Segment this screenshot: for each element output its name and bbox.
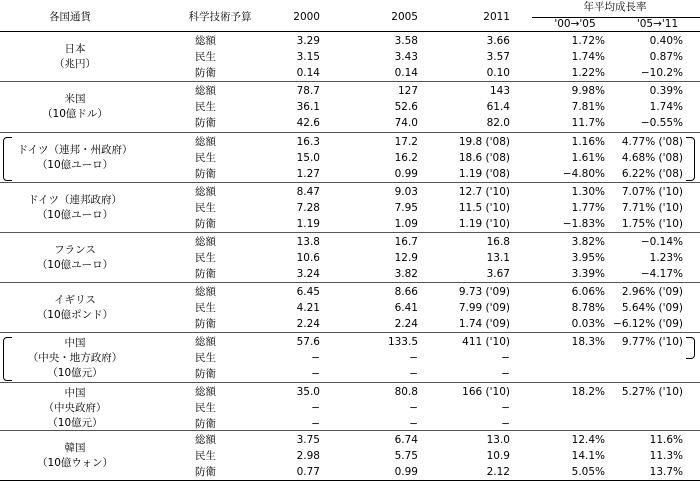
header-budget: 科学技術予算 <box>188 11 252 23</box>
budget-type-label: 総額 <box>195 386 216 398</box>
value-v2011: 7.99 ('09) <box>458 302 510 314</box>
value-g2: 7.71% ('10) <box>621 202 683 214</box>
value-v2000: 2.98 <box>296 450 320 462</box>
budget-type-label: 総額 <box>195 85 216 97</box>
budget-type-label: 防衛 <box>195 318 216 330</box>
value-v2000: 36.1 <box>296 101 320 113</box>
country-name-line: ドイツ（連邦・州政府） <box>17 144 133 156</box>
value-v2011: 13.0 <box>486 434 510 446</box>
country-name-line: （10億元） <box>47 366 103 379</box>
country-name-line: （10億元） <box>47 416 103 429</box>
value-v2000: 0.14 <box>296 67 320 79</box>
budget-type-label: 民生 <box>195 51 216 63</box>
value-v2005: 16.7 <box>394 236 418 248</box>
budget-type-label: 民生 <box>195 252 216 264</box>
value-v2000: 4.21 <box>296 302 320 314</box>
value-v2000: 3.15 <box>296 51 320 63</box>
value-g2: −4.17% <box>640 268 683 280</box>
budget-type-label: 民生 <box>195 450 216 462</box>
value-v2000: 3.24 <box>296 268 320 280</box>
header-2011: 2011 <box>483 11 510 23</box>
value-g1: 3.39% <box>571 268 605 280</box>
header-growth-00-05: '00→'05 <box>554 18 596 30</box>
value-v2000: 3.29 <box>296 35 320 47</box>
value-v2000: − <box>311 368 320 380</box>
value-v2011: 3.57 <box>486 51 510 63</box>
value-v2011: 3.67 <box>486 268 510 280</box>
value-v2005: 133.5 <box>387 336 418 348</box>
value-g2: 7.07% ('10) <box>621 186 683 198</box>
group-divider <box>0 81 700 82</box>
value-g2: 1.75% ('10) <box>621 218 683 230</box>
bracket-germany-left <box>3 137 12 181</box>
value-v2000: 1.27 <box>296 168 320 180</box>
country-name-line: （兆円） <box>54 58 96 70</box>
value-v2005: 127 <box>397 85 418 97</box>
value-v2005: − <box>409 418 418 430</box>
value-v2005: 7.95 <box>394 202 418 214</box>
budget-type-label: 防衛 <box>195 466 216 478</box>
value-v2011: 10.9 <box>486 450 510 462</box>
value-g1: 1.22% <box>571 67 605 79</box>
budget-type-label: 民生 <box>195 302 216 314</box>
budget-type-label: 総額 <box>195 136 216 148</box>
value-g1: −1.83% <box>562 218 605 230</box>
country-name-line: ドイツ（連邦政府） <box>28 194 122 206</box>
group-divider <box>0 382 700 383</box>
value-v2000: 6.45 <box>296 286 320 298</box>
budget-type-label: 防衛 <box>195 117 216 129</box>
group-divider <box>0 332 700 333</box>
value-g2: 13.7% <box>649 466 683 478</box>
value-g1: 5.05% <box>571 466 605 478</box>
value-v2011: 166 ('10) <box>462 386 510 398</box>
value-g2: 6.22% ('08) <box>621 168 683 180</box>
group-divider <box>0 132 700 133</box>
country-name-line: （中央・地方政府） <box>27 351 123 364</box>
budget-type-label: 防衛 <box>195 67 216 79</box>
value-g2: 0.39% <box>649 85 683 97</box>
value-g2: 0.87% <box>649 51 683 63</box>
country-name-line: （10億ウォン） <box>37 457 113 469</box>
value-v2011: 82.0 <box>486 117 510 129</box>
country-name-line: 中国 <box>64 336 86 349</box>
value-g2: 4.68% ('08) <box>621 152 683 164</box>
value-v2011: 12.7 ('10) <box>458 186 510 198</box>
value-v2011: 1.19 ('08) <box>458 168 510 180</box>
value-g1: 1.16% <box>571 136 605 148</box>
value-g2: −0.14% <box>640 236 683 248</box>
value-v2005: 8.66 <box>394 286 418 298</box>
value-g2: 4.77% ('08) <box>621 136 683 148</box>
value-v2011: 143 <box>489 85 510 97</box>
budget-type-label: 総額 <box>195 236 216 248</box>
value-v2011: 3.66 <box>486 35 510 47</box>
country-name-line: 中国 <box>64 386 86 399</box>
value-v2000: 8.47 <box>296 186 320 198</box>
value-v2011: 1.74 ('09) <box>458 318 510 330</box>
value-g2: 1.23% <box>649 252 683 264</box>
value-g1: 3.95% <box>571 252 605 264</box>
value-v2005: 3.58 <box>394 35 418 47</box>
value-v2005: 52.6 <box>394 101 418 113</box>
value-v2000: 78.7 <box>296 85 320 97</box>
value-g1: 1.30% <box>571 186 605 198</box>
value-v2000: 13.8 <box>296 236 320 248</box>
budget-type-label: 総額 <box>195 336 216 348</box>
value-g1: 18.2% <box>571 386 605 398</box>
header-rule <box>0 31 700 32</box>
value-v2000: 3.75 <box>296 434 320 446</box>
value-v2011: 0.10 <box>486 67 510 79</box>
value-v2011: 2.12 <box>486 466 510 478</box>
budget-type-label: 総額 <box>195 35 216 47</box>
value-g2: 9.77% ('10) <box>621 336 683 348</box>
value-v2005: 12.9 <box>394 252 418 264</box>
value-g1: 9.98% <box>571 85 605 97</box>
value-g1: 1.72% <box>571 35 605 47</box>
budget-type-label: 民生 <box>195 402 216 414</box>
header-growth-05-11: '05→'11 <box>636 18 679 30</box>
value-v2000: 0.77 <box>296 466 320 478</box>
value-g1: 6.06% <box>571 286 605 298</box>
value-v2005: 6.41 <box>394 302 418 314</box>
budget-type-label: 防衛 <box>195 418 216 430</box>
value-v2011: 16.8 <box>486 236 510 248</box>
value-g2: −6.12% ('09) <box>613 318 683 330</box>
country-name-line: （中央政府） <box>43 401 107 414</box>
value-v2000: 1.19 <box>296 218 320 230</box>
header-country: 各国通貨 <box>49 11 91 23</box>
bracket-china-left <box>3 337 12 381</box>
value-g1: 1.74% <box>571 51 605 63</box>
value-v2005: 3.82 <box>394 268 418 280</box>
value-v2000: 42.6 <box>296 117 320 129</box>
value-g2: 11.6% <box>649 434 683 446</box>
value-v2011: 9.73 ('09) <box>458 286 510 298</box>
value-v2000: 7.28 <box>296 202 320 214</box>
value-v2005: 17.2 <box>394 136 418 148</box>
value-v2005: 1.09 <box>394 218 418 230</box>
value-g1: 18.3% <box>571 336 605 348</box>
value-v2011: − <box>501 402 510 414</box>
value-g1: 8.78% <box>571 302 605 314</box>
value-v2000: − <box>311 402 320 414</box>
budget-type-label: 民生 <box>195 152 216 164</box>
value-v2005: − <box>409 352 418 364</box>
value-g2: 0.40% <box>649 35 683 47</box>
group-divider <box>0 232 700 233</box>
budget-type-label: 総額 <box>195 186 216 198</box>
value-v2011: 19.8 ('08) <box>458 136 510 148</box>
value-g2: 2.96% ('09) <box>621 286 683 298</box>
budget-type-label: 総額 <box>195 434 216 446</box>
country-name-line: イギリス <box>54 294 96 306</box>
value-v2005: 5.75 <box>394 450 418 462</box>
value-g2: 11.3% <box>649 450 683 462</box>
value-v2005: 9.03 <box>394 186 418 198</box>
value-v2005: 6.74 <box>394 434 418 446</box>
value-v2011: 18.6 ('08) <box>458 152 510 164</box>
budget-type-label: 防衛 <box>195 268 216 280</box>
country-name-line: （10億ユーロ） <box>36 259 114 271</box>
value-g2: −10.2% <box>640 67 683 79</box>
budget-type-label: 民生 <box>195 352 216 364</box>
value-v2011: 61.4 <box>486 101 510 113</box>
value-v2005: 0.99 <box>394 168 418 180</box>
header-2000: 2000 <box>293 11 320 23</box>
value-v2000: 57.6 <box>296 336 320 348</box>
value-v2005: − <box>409 402 418 414</box>
group-divider <box>0 430 700 431</box>
value-v2011: 411 ('10) <box>462 336 510 348</box>
value-v2011: − <box>501 352 510 364</box>
budget-type-label: 防衛 <box>195 368 216 380</box>
value-g1: −4.80% <box>562 168 605 180</box>
country-name-line: 韓国 <box>64 442 86 454</box>
value-v2005: 0.99 <box>394 466 418 478</box>
value-v2000: 35.0 <box>296 386 320 398</box>
country-name-line: 日本 <box>64 43 86 55</box>
header-growth: 年平均成長率 <box>583 1 647 13</box>
value-v2005: 80.8 <box>394 386 418 398</box>
value-g1: 11.7% <box>571 117 605 129</box>
bracket-china-right <box>686 337 695 359</box>
value-g1: 14.1% <box>571 450 605 462</box>
value-g1: 0.03% <box>571 318 605 330</box>
value-v2000: 16.3 <box>296 136 320 148</box>
country-name-line: 米国 <box>64 93 86 105</box>
value-v2000: 10.6 <box>296 252 320 264</box>
value-v2000: 2.24 <box>296 318 320 330</box>
budget-type-label: 民生 <box>195 101 216 113</box>
budget-type-label: 防衛 <box>195 168 216 180</box>
value-v2011: − <box>501 368 510 380</box>
value-g1: 7.81% <box>571 101 605 113</box>
value-g2: 5.64% ('09) <box>621 302 683 314</box>
value-v2005: 16.2 <box>394 152 418 164</box>
value-v2005: 3.43 <box>394 51 418 63</box>
value-v2000: − <box>311 418 320 430</box>
value-v2011: − <box>501 418 510 430</box>
group-divider <box>0 282 700 283</box>
country-name-line: （10億ドル） <box>42 108 108 120</box>
value-g1: 1.77% <box>571 202 605 214</box>
budget-type-label: 総額 <box>195 286 216 298</box>
country-name-line: フランス <box>54 244 96 256</box>
value-v2005: − <box>409 368 418 380</box>
country-name-line: （10億ユーロ） <box>36 209 114 221</box>
value-v2011: 11.5 ('10) <box>458 202 510 214</box>
value-v2011: 1.19 ('10) <box>458 218 510 230</box>
value-v2000: 15.0 <box>296 152 320 164</box>
country-name-line: （10億ポンド） <box>36 309 114 321</box>
value-g1: 12.4% <box>571 434 605 446</box>
value-g1: 1.61% <box>571 152 605 164</box>
value-v2011: 13.1 <box>486 252 510 264</box>
growth-subheader-rule <box>532 17 700 18</box>
value-v2000: − <box>311 352 320 364</box>
value-v2005: 74.0 <box>394 117 418 129</box>
value-g2: 5.27% ('10) <box>621 386 683 398</box>
value-g2: 1.74% <box>649 101 683 113</box>
value-v2005: 2.24 <box>394 318 418 330</box>
value-v2005: 0.14 <box>394 67 418 79</box>
budget-type-label: 民生 <box>195 202 216 214</box>
bracket-germany-right <box>686 137 695 181</box>
value-g1: 3.82% <box>571 236 605 248</box>
value-g2: −0.55% <box>640 117 683 129</box>
header-2005: 2005 <box>391 11 418 23</box>
country-name-line: （10億ユーロ） <box>36 159 114 171</box>
budget-type-label: 防衛 <box>195 218 216 230</box>
group-divider <box>0 182 700 183</box>
